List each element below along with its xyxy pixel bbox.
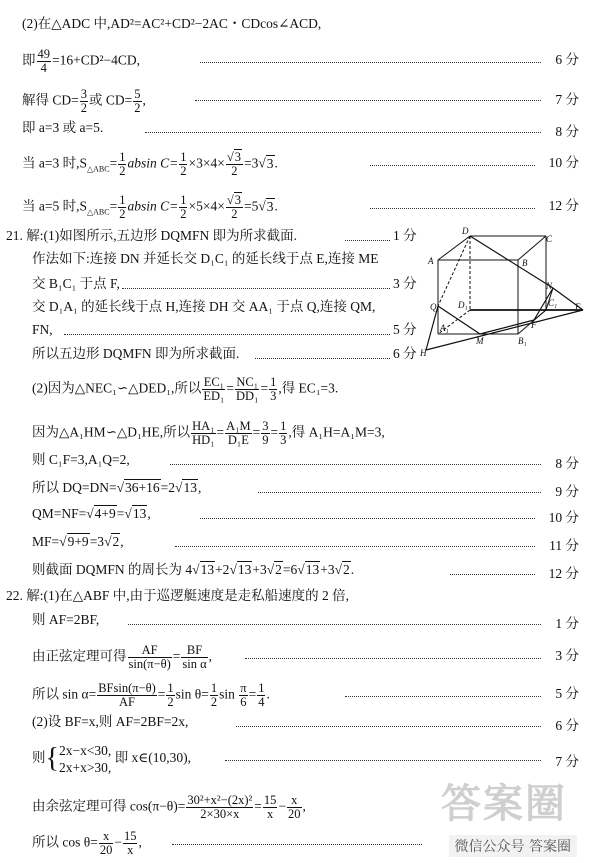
score: 6 分 xyxy=(393,346,417,361)
label-B: B xyxy=(522,258,528,268)
score: 3 分 xyxy=(555,648,579,663)
label-D: D xyxy=(462,226,469,236)
text-line: (2)在△ADC 中,AD²=AC²+CD²−2AC・CDcos∠ACD, xyxy=(22,16,322,31)
score: 6 分 xyxy=(555,718,579,733)
dotted-leader xyxy=(145,132,541,133)
text-line: 由正弦定理可得 $\frac{AF}{\sin(\pi-\theta)}$ = $\frac{BF}{\text{sin α}}$ , xyxy=(32,643,213,671)
dotted-leader xyxy=(345,696,541,697)
label-A: A xyxy=(428,256,434,266)
label-M: M xyxy=(476,336,484,346)
score: 12 分 xyxy=(548,566,579,581)
text-line: FN, xyxy=(32,322,53,337)
score: 1 分 xyxy=(393,228,417,243)
text-line: 所以五边形 DQMFN 即为所求截面. xyxy=(32,346,240,361)
label-B1: B₁ xyxy=(518,336,527,346)
cube-figure xyxy=(418,226,588,360)
label-C: C xyxy=(546,234,553,244)
text-line: 当 a=5 时$,S_{\triangle ABC}=$ $\frac{1}{2}$ absin C= $\frac{1}{2}$ ×5×4× $\frac{√3}{2}$ =5√3. xyxy=(22,193,278,221)
text-line: 作法如下:连接 DN 并延长交 D₁C₁ 的延长线于点 E,连接 ME xyxy=(32,251,379,266)
label-A1: A₁ xyxy=(440,323,449,333)
text-line: 即 a=3 或 a=5. xyxy=(22,120,104,135)
text-line: 则 C₁F=3,A₁Q=2, xyxy=(32,452,130,467)
dotted-leader xyxy=(64,334,390,335)
dotted-leader xyxy=(258,492,541,493)
text-line: 所以 cos θ= $\frac{x}{20}$ − $\frac{15}{x}$ , xyxy=(32,829,142,857)
text-line: 则{ 2x−x<30, 2x+x>30, 即 x∈(10,30), xyxy=(32,743,192,775)
score: 5 分 xyxy=(555,686,579,701)
score: 8 分 xyxy=(555,124,579,139)
text-line: 解得 CD= $\frac{3}{2}$ 或 CD= $\frac{5}{2}$ , xyxy=(22,87,146,115)
dotted-leader xyxy=(128,624,541,625)
dotted-leader xyxy=(236,726,541,727)
label-F: F xyxy=(531,320,537,330)
label-Q: Q xyxy=(430,302,437,312)
dotted-leader xyxy=(225,760,541,761)
text-line: (2)设 BF=x,则 AF=2BF=2x, xyxy=(32,714,189,729)
label-N: N xyxy=(546,281,553,291)
score: 9 分 xyxy=(555,484,579,499)
text-line: 则截面 DQMFN 的周长为 4√13+2√13+3√2=6√13+3√2. xyxy=(32,562,355,577)
score: 5 分 xyxy=(393,322,417,337)
text-line: (2)因为△NEC₁∽△DED₁,所以 $\frac{\text{EC₁}}{\text{ED₁}}$ = $\frac{\text{NC₁}}{\text{DD₁}}$ = $\frac{1}{3}$ ,得 EC₁=3. xyxy=(32,375,339,403)
text-line: MF=√9+9=3√2, xyxy=(32,534,124,549)
dotted-leader xyxy=(122,288,390,289)
text-line: 由余弦定理可得 cos(π−θ)= $\frac{\text{30²+x²−(2x)²}}{2\times 30\times x}$ = $\frac{15}{x}$ − $\frac{x}{20}$ , xyxy=(32,793,306,821)
text-line: 交 D₁A₁ 的延长线于点 H,连接 DH 交 AA₁ 于点 Q,连接 QM, xyxy=(32,299,376,314)
score: 7 分 xyxy=(555,754,579,769)
label-C1: C₁ xyxy=(548,298,558,308)
score: 11 分 xyxy=(549,538,579,553)
score: 10 分 xyxy=(548,155,579,170)
watermark-caption: 微信公众号 答案圈 xyxy=(449,835,577,857)
text-line: 所以 DQ=DN=√36+16=2√13, xyxy=(32,480,202,495)
dotted-leader xyxy=(175,546,535,547)
dotted-leader xyxy=(200,518,535,519)
dotted-leader xyxy=(200,62,541,63)
dotted-leader xyxy=(370,208,535,209)
dotted-leader xyxy=(255,358,390,359)
dotted-leader xyxy=(370,165,535,166)
text-line: 因为△A₁HM∽△D₁HE,所以 $\frac{\text{HA₁}}{\text{HD₁}}$ = $\frac{\text{A₁M}}{\text{D₁E}}$ = $\frac{3}{9}$ = $\frac{1}{3}$ ,得 A₁H=A₁M=3, xyxy=(32,419,385,447)
text-line: 21. 解:(1)如图所示,五边形 DQMFN 即为所求截面. xyxy=(6,228,298,243)
dotted-leader xyxy=(170,464,541,465)
score: 10 分 xyxy=(548,510,579,525)
dotted-leader xyxy=(245,658,541,659)
score: 7 分 xyxy=(555,92,579,107)
label-H: H xyxy=(420,348,427,358)
score: 12 分 xyxy=(548,198,579,213)
text-line: 所以 sin α= $\frac{BFsin(\pi-\theta)}{AF}$ = $\frac{1}{2}$ sin θ= $\frac{1}{2}$ sin $\frac{\pi}{6}$ = $\frac{1}{4}$ . xyxy=(32,681,270,709)
dotted-leader xyxy=(345,240,390,241)
score: 8 分 xyxy=(555,456,579,471)
text-line: 交 B₁C₁ 于点 F, xyxy=(32,276,120,291)
text-line: 则 AF=2BF, xyxy=(32,612,100,627)
watermark-logo: 答案圈 xyxy=(441,781,567,827)
dotted-leader xyxy=(450,574,535,575)
score: 6 分 xyxy=(555,52,579,67)
label-D1: D₁ xyxy=(458,300,468,310)
score: 3 分 xyxy=(393,276,417,291)
dotted-leader xyxy=(195,100,541,101)
score: 1 分 xyxy=(555,616,579,631)
label-E: E xyxy=(575,302,581,312)
text-line: 22. 解:(1)在△ABF 中,由于巡逻艇速度是走私船速度的 2 倍, xyxy=(6,588,350,603)
text-line: 即 $\frac{49}{4}$ =16+CD²−4CD, xyxy=(22,47,141,75)
text-line: 当 a=3 时$,S_{\triangle ABC}=$ $\frac{1}{2}$ absin C= $\frac{1}{2}$ ×3×4× $\frac{√3}{2}$ =3√3. xyxy=(22,150,278,178)
dotted-leader xyxy=(172,844,422,845)
text-line: QM=NF=√4+9=√13, xyxy=(32,506,151,521)
